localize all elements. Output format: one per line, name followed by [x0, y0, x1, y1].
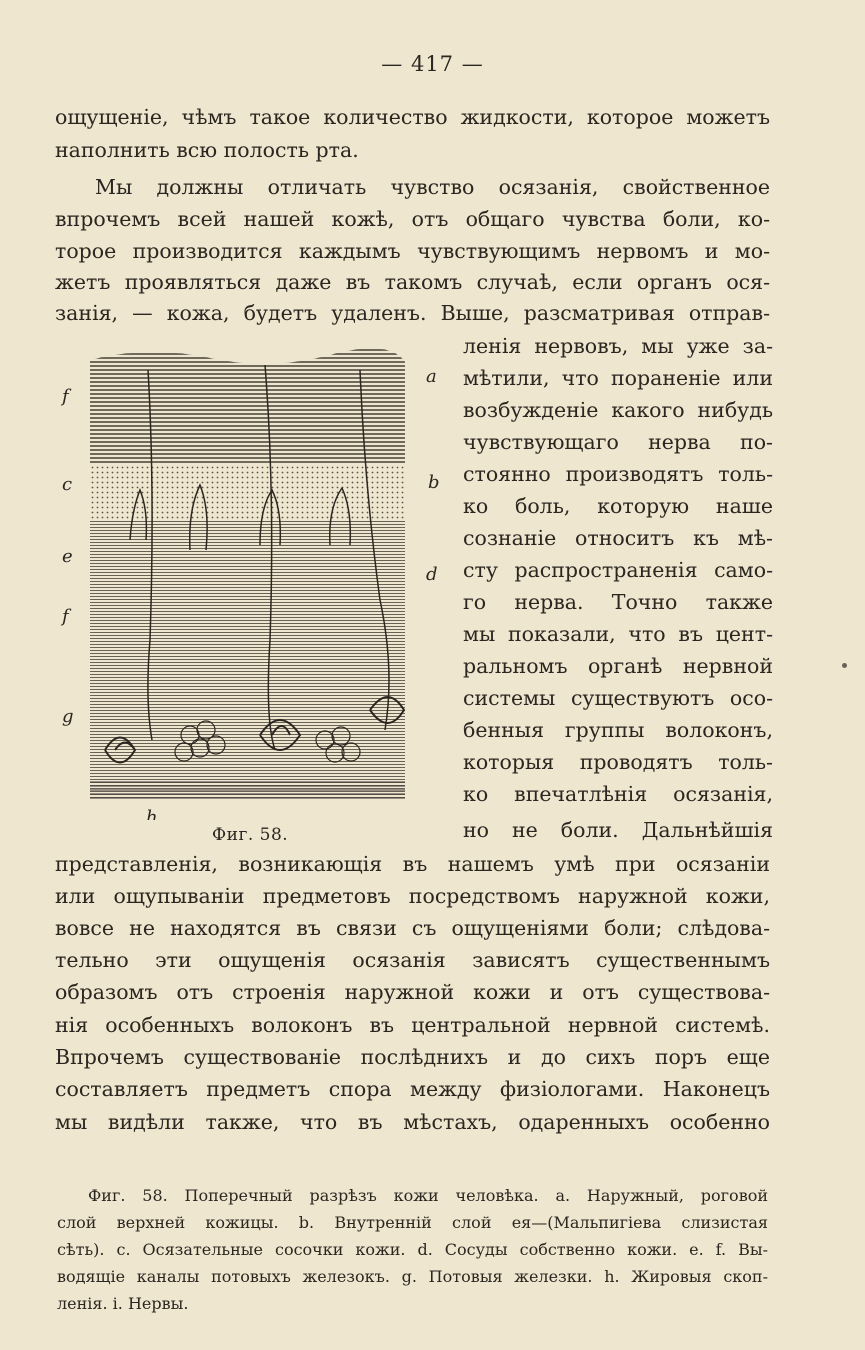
wrap-line: ко впечатлѣнія осязанія,: [463, 782, 773, 806]
wrap-line: го нерва. Точно также: [463, 590, 773, 614]
wrap-line: системы существуютъ осо-: [463, 686, 773, 710]
malpighian-layer: [90, 465, 405, 520]
fat-base-layer: [90, 780, 405, 800]
body-line: занія, — кожа, будетъ удаленъ. Выше, разсматривая отправ-: [55, 301, 770, 325]
fig-label-f: f: [62, 386, 69, 407]
wrap-line: стоянно производятъ толь-: [463, 462, 773, 486]
body-line: Впрочемъ существованіе послѣднихъ и до сихъ поръ еще: [55, 1045, 770, 1069]
wrap-line: сту распространенія само-: [463, 558, 773, 582]
fig-label-h: h: [146, 807, 158, 820]
wrap-line: возбужденіе какого нибудь: [463, 398, 773, 422]
body-line: наполнить всю полость рта.: [55, 138, 359, 162]
body-line: тельно эти ощущенія осязанія зависятъ существеннымъ: [55, 948, 770, 972]
body-line: образомъ отъ строенія наружной кожи и отъ существова-: [55, 980, 770, 1004]
wrap-line: сознаніе относитъ къ мѣ-: [463, 526, 773, 550]
fig-label-g: g: [62, 706, 74, 727]
fig-label-c: c: [62, 474, 73, 495]
wrap-line: мѣтили, что пораненіе или: [463, 366, 773, 390]
footnote-line: водящіе каналы потовыхъ железокъ. g. Потовыя железки. h. Жировыя скоп-: [57, 1267, 768, 1286]
body-line: ощущеніе, чѣмъ такое количество жидкости, которое можетъ: [55, 105, 770, 129]
wrap-line: мы показали, что въ цент-: [463, 622, 773, 646]
body-line: или ощупываніи предметовъ посредствомъ наружной кожи,: [55, 884, 770, 908]
wrap-line: ленія нервовъ, мы уже за-: [463, 334, 773, 358]
body-line: нія особенныхъ волоконъ въ центральной нервной системѣ.: [55, 1013, 770, 1037]
wrap-line: которыя проводятъ толь-: [463, 750, 773, 774]
body-line: торое производится каждымъ чувствующимъ нервомъ и мо-: [55, 239, 770, 263]
body-line: мы видѣли также, что въ мѣстахъ, одаренныхъ особенно: [55, 1110, 770, 1134]
fig-label-f2: f: [62, 606, 69, 627]
footnote-line: сѣть). c. Осязательные сосочки кожи. d. Сосуды собственно кожи. e. f. Вы-: [57, 1240, 768, 1259]
fig-label-d: d: [426, 564, 438, 585]
footnote-line: слой верхней кожицы. b. Внутренній слой ея—(Мальпигіева слизистая: [57, 1213, 768, 1232]
wrap-line: чувствующаго нерва по-: [463, 430, 773, 454]
figure-caption: Фиг. 58.: [212, 825, 289, 845]
wrap-line: бенныя группы волоконъ,: [463, 718, 773, 742]
wrap-line: ральномъ органѣ нервной: [463, 654, 773, 678]
body-line: жетъ проявляться даже въ такомъ случаѣ, если органъ ося-: [55, 270, 770, 294]
body-line: впрочемъ всей нашей кожѣ, отъ общаго чувства боли, ко-: [55, 207, 770, 231]
page-number: — 417 —: [381, 52, 484, 76]
fig-label-b: b: [428, 472, 440, 493]
skin-cross-section-figure: [60, 340, 440, 820]
fig-label-e: e: [62, 546, 73, 567]
body-line: вовсе не находятся въ связи съ ощущеніями боли; слѣдова-: [55, 916, 770, 940]
wrap-line: но не боли. Дальнѣйшія: [463, 818, 773, 842]
fig-label-a: a: [426, 366, 437, 387]
skin-section-illustration: [60, 340, 440, 820]
paper-speck: [842, 663, 847, 668]
corneous-layer: [90, 348, 405, 465]
body-line: Мы должны отличать чувство осязанія, свойственное: [95, 175, 770, 199]
footnote-line: ленія. i. Нервы.: [57, 1294, 189, 1313]
body-line: составляетъ предметъ спора между физіологами. Наконецъ: [55, 1077, 770, 1101]
footnote-line: Фиг. 58. Поперечный разрѣзъ кожи человѣка. a. Наружный, роговой: [88, 1186, 768, 1205]
wrap-line: ко боль, которую наше: [463, 494, 773, 518]
body-line: представленія, возникающія въ нашемъ умѣ при осязаніи: [55, 852, 770, 876]
